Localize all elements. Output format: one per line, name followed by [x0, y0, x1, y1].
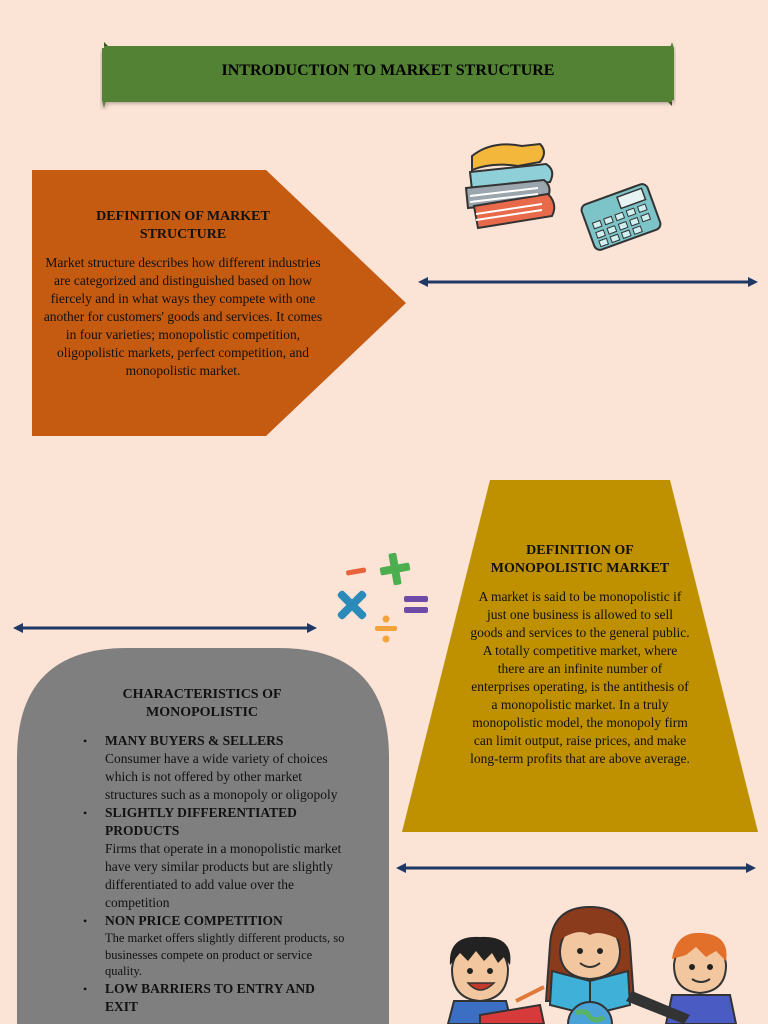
- double-arrow-icon: [418, 276, 758, 288]
- characteristics-heading: [77, 686, 327, 722]
- monopolistic-market-body: A market is said to be monopolistic if just one business is allowed to sell goods and services to the general public. A totally competitive market, where there are an infinite number of enterprises operating, is the antithesis of a monopolistic market. In a truly monopolistic model, the monopoly firm can limit output, raise prices, and make long-term profits that are above average.: [470, 589, 690, 766]
- title-banner: [100, 38, 676, 110]
- characteristic-title: NON PRICE COMPETITION: [105, 913, 283, 928]
- characteristic-title: MANY BUYERS & SELLERS: [105, 733, 284, 748]
- characteristics-card: [17, 648, 389, 1024]
- market-structure-heading-line1: DEFINITION OF MARKET: [96, 209, 270, 224]
- page-title: INTRODUCTION TO MARKET STRUCTURE: [221, 62, 555, 79]
- bullet-icon: •: [83, 806, 88, 820]
- characteristic-desc: Firms that operate in a monopolistic market have very similar products but are slightly differentiated to add value over the competition: [105, 841, 342, 910]
- monopolistic-market-heading: [460, 542, 700, 578]
- list-item: [83, 912, 345, 980]
- monopolistic-market-card: [402, 480, 758, 832]
- characteristic-title: SLIGHTLY DIFFERENTIATED PRODUCTS: [105, 805, 297, 838]
- books-icon: [462, 138, 562, 238]
- list-item: [83, 732, 345, 804]
- market-structure-heading: [68, 208, 298, 244]
- calculator-icon: [580, 183, 662, 251]
- characteristic-title: LOW BARRIERS TO ENTRY AND EXIT: [105, 980, 315, 1014]
- double-arrow-icon: [396, 862, 756, 874]
- characteristic-desc: The market offers slightly different products, so businesses compete on product or service quality.: [105, 931, 345, 978]
- monopolistic-market-heading-line2: MONOPOLISTIC MARKET: [490, 561, 670, 576]
- characteristics-list: [83, 732, 345, 1016]
- market-structure-card: [32, 170, 406, 436]
- kids-reading-icon: [440, 905, 740, 1024]
- characteristic-desc: Consumer have a wide variety of choices which is not offered by other market structures such as a monopoly or oligopoly: [105, 751, 338, 802]
- monopolistic-market-heading-line1: DEFINITION OF: [526, 543, 634, 558]
- double-arrow-icon: [13, 622, 317, 634]
- bullet-icon: •: [83, 734, 88, 748]
- characteristics-heading-line1: CHARACTERISTICS OF: [122, 687, 282, 702]
- market-structure-heading-line2: STRUCTURE: [139, 227, 227, 242]
- list-item: [83, 980, 345, 1016]
- bullet-icon: •: [83, 914, 88, 928]
- list-item: [83, 804, 345, 912]
- market-structure-body: Market structure describes how different industries are categorized and distinguished based on how fiercely and in what ways they compete with one another for customers' goods and services. It comes in four varieties; monopolistic competition, oligopolistic markets, perfect competition, and monopolistic market.: [43, 255, 323, 378]
- bullet-icon: •: [83, 981, 88, 996]
- characteristics-heading-line2: MONOPOLISTIC: [145, 705, 258, 720]
